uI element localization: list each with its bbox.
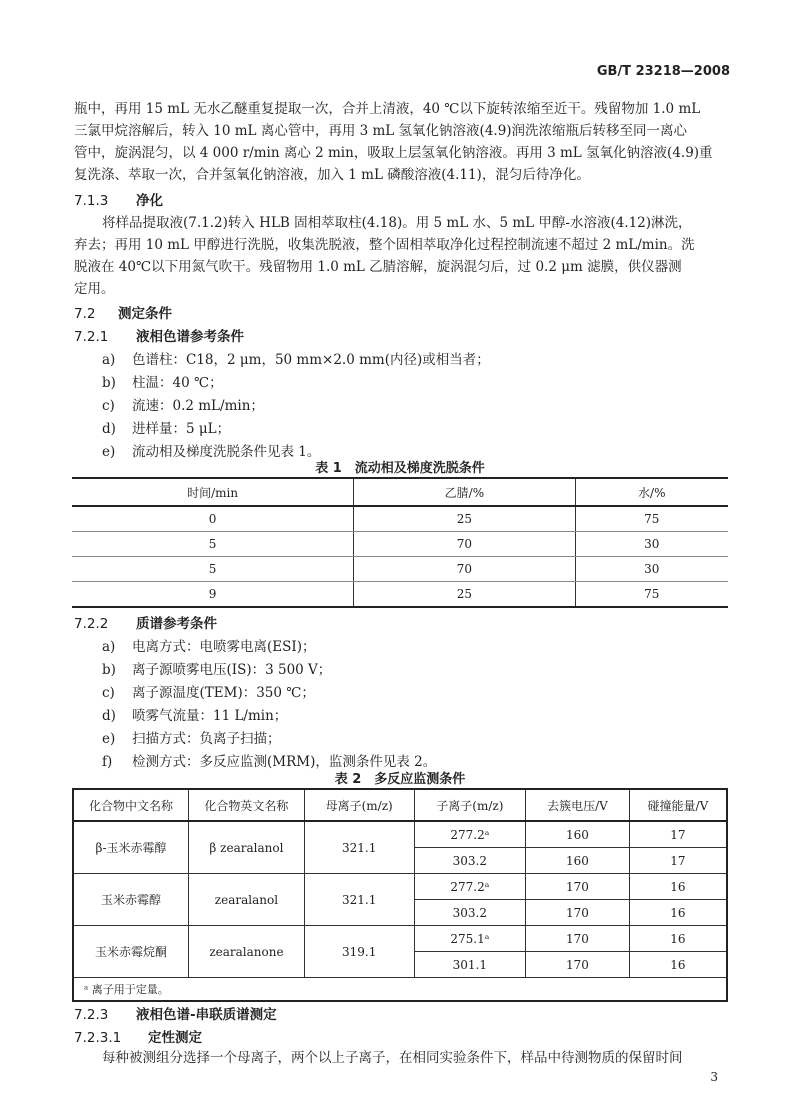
table-row (73, 874, 727, 900)
list-text: 流速：0.2 mL/min； (132, 398, 264, 414)
mrm-table (72, 788, 728, 1002)
list-item (102, 635, 315, 655)
section-number: 7.2.3 (74, 1007, 109, 1023)
text-line: 管中，旋涡混匀，以 4 000 r/min 离心 2 min，吸取上层氢氧化钠溶液。再用 3 mL 氢氧化钠溶液(4.9)重 (74, 145, 713, 161)
table-cell: 160 (526, 848, 630, 874)
list-marker: b) (102, 375, 116, 391)
table-row (72, 557, 728, 582)
list-item (102, 371, 223, 391)
table-cell: 5 (72, 532, 354, 557)
table-cell: 70 (354, 532, 575, 557)
table-cell: 16 (629, 900, 727, 926)
table-cell: 25 (354, 582, 575, 608)
list-marker: d) (102, 421, 116, 437)
column-header: 水/% (575, 478, 728, 506)
table-footnote-row (73, 978, 727, 1002)
paragraph-cleanup (74, 212, 728, 300)
list-text: 色谱柱：C18，2 μm，50 mm×2.0 mm(内径)或相当者； (132, 352, 490, 368)
table-cell: 5 (72, 557, 354, 582)
table-cell: 75 (575, 582, 728, 608)
page-number: 3 (710, 1070, 718, 1084)
section-title: 测定条件 (118, 306, 172, 322)
section-number: 7.1.3 (74, 193, 109, 209)
gradient-table (72, 477, 728, 608)
table-cell: 16 (629, 926, 727, 952)
table-cell: 17 (629, 848, 727, 874)
list-text: 离子源温度(TEM)：350 ℃； (132, 685, 315, 701)
table-cell: 303.2 (414, 900, 526, 926)
column-header: 子离子(m/z) (414, 789, 526, 821)
list-text: 流动相及梯度洗脱条件见表 1。 (132, 444, 321, 460)
paragraph-qualitative (74, 1047, 728, 1069)
list-item (102, 704, 287, 724)
table-cell: 17 (629, 821, 727, 848)
text-line: 弃去；再用 10 mL 甲醇进行洗脱，收集洗脱液，整个固相萃取净化过程控制流速不超过 2 mL/min。洗 (74, 237, 695, 253)
list-text: 喷雾气流量：11 L/min； (132, 708, 288, 724)
table-cell: 30 (575, 557, 728, 582)
column-header: 化合物中文名称 (73, 789, 189, 821)
table-cell: 170 (526, 952, 630, 978)
table-cell: 303.2 (414, 848, 526, 874)
section-heading (74, 189, 163, 209)
section-heading (74, 612, 217, 632)
parent-ion-cell: 319.1 (304, 926, 414, 978)
text-line: 定用。 (74, 281, 115, 297)
section-number: 7.2.1 (74, 329, 109, 345)
list-marker: d) (102, 708, 116, 724)
list-item (102, 417, 230, 437)
table-cell: 160 (526, 821, 630, 848)
table-row (72, 532, 728, 557)
section-number: 7.2 (74, 306, 96, 322)
section-heading (74, 302, 172, 322)
text-line: 脱液在 40℃以下用氮气吹干。残留物用 1.0 mL 乙腈溶解，旋涡混匀后，过 0.2 μm 滤膜，供仪器测 (74, 259, 682, 275)
section-number: 7.2.3.1 (74, 1030, 122, 1046)
parent-ion-cell: 321.1 (304, 874, 414, 926)
list-text: 柱温：40 ℃； (132, 375, 223, 391)
table-cell: 170 (526, 926, 630, 952)
compound-en-cell: zearalanone (189, 926, 305, 978)
compound-cn-cell: 玉米赤霉烷酮 (73, 926, 189, 978)
list-text: 扫描方式：负离子扫描； (132, 731, 281, 747)
list-marker: a) (102, 639, 116, 655)
table-row (72, 506, 728, 532)
table-cell: 277.2ᵃ (414, 874, 526, 900)
table-cell: 170 (526, 874, 630, 900)
table-cell: 70 (354, 557, 575, 582)
section-title: 液相色谱参考条件 (136, 329, 244, 345)
text-line: 三氯甲烷溶解后，转入 10 mL 离心管中，再用 3 mL 氢氧化钠溶液(4.9)润洗浓缩瓶后转移至同一离心 (74, 123, 688, 139)
table-cell: 16 (629, 952, 727, 978)
list-marker: c) (102, 398, 115, 414)
table-cell: 9 (72, 582, 354, 608)
list-marker: e) (102, 444, 116, 460)
section-number: 7.2.2 (74, 616, 109, 632)
list-marker: e) (102, 731, 116, 747)
standard-code: GB/T 23218—2008 (596, 64, 730, 79)
text-line: 将样品提取液(7.1.2)转入 HLB 固相萃取柱(4.18)。用 5 mL 水、5 mL 甲醇-水溶液(4.12)淋洗， (102, 215, 692, 231)
compound-en-cell: β zearalanol (189, 821, 305, 874)
list-text: 电离方式：电喷雾电离(ESI)； (132, 639, 316, 655)
column-header: 时间/min (72, 478, 354, 506)
section-title: 质谱参考条件 (136, 616, 217, 632)
table-cell: 275.1ᵃ (414, 926, 526, 952)
section-title: 液相色谱-串联质谱测定 (136, 1007, 277, 1023)
list-item (102, 658, 331, 678)
section-title: 净化 (136, 193, 163, 209)
list-text: 检测方式：多反应监测(MRM)，监测条件见表 2。 (132, 754, 437, 770)
list-item (102, 750, 436, 770)
table-cell: 0 (72, 506, 354, 532)
table-header-row (73, 789, 727, 821)
section-heading (74, 1003, 277, 1023)
list-text: 离子源喷雾电压(IS)：3 500 V； (132, 662, 332, 678)
column-header: 乙腈/% (354, 478, 575, 506)
text-line: 瓶中，再用 15 mL 无水乙醚重复提取一次，合并上清液，40 ℃以下旋转浓缩至近干。残留物加 1.0 mL (74, 101, 701, 117)
text-line: 每种被测组分选择一个母离子，两个以上子离子，在相同实验条件下，样品中待测物质的保留时间 (102, 1050, 683, 1066)
list-text: 进样量：5 μL； (132, 421, 231, 437)
table-row (73, 821, 727, 848)
compound-en-cell: zearalanol (189, 874, 305, 926)
column-header: 化合物英文名称 (189, 789, 305, 821)
table-cell: 301.1 (414, 952, 526, 978)
column-header: 母离子(m/z) (304, 789, 414, 821)
table-row (73, 926, 727, 952)
section-heading (74, 1026, 202, 1046)
parent-ion-cell: 321.1 (304, 821, 414, 874)
table-cell: 30 (575, 532, 728, 557)
table-cell: 170 (526, 900, 630, 926)
list-marker: c) (102, 685, 115, 701)
table1-caption: 表 1 流动相及梯度洗脱条件 (315, 461, 485, 476)
text-line: 复洗涤、萃取一次，合并氢氧化钠溶液，加入 1 mL 磷酸溶液(4.11)，混匀后待净化。 (74, 167, 590, 183)
compound-cn-cell: β-玉米赤霉醇 (73, 821, 189, 874)
table-cell: 16 (629, 874, 727, 900)
table-footnote: ᵃ 离子用于定量。 (73, 978, 727, 1002)
paragraph-extraction (74, 98, 728, 186)
table-header-row (72, 478, 728, 506)
compound-cn-cell: 玉米赤霉醇 (73, 874, 189, 926)
list-item (102, 727, 281, 747)
table-row (72, 582, 728, 608)
list-marker: b) (102, 662, 116, 678)
section-title: 定性测定 (148, 1030, 202, 1046)
table-cell: 277.2ᵃ (414, 821, 526, 848)
column-header: 去簇电压/V (526, 789, 630, 821)
table2-caption: 表 2 多反应监测条件 (334, 772, 466, 787)
list-item (102, 348, 490, 368)
list-item (102, 394, 264, 414)
table-cell: 25 (354, 506, 575, 532)
list-marker: f) (102, 754, 113, 770)
list-marker: a) (102, 352, 116, 368)
list-item (102, 681, 315, 701)
table-cell: 75 (575, 506, 728, 532)
section-heading (74, 325, 244, 345)
column-header: 碰撞能量/V (629, 789, 727, 821)
